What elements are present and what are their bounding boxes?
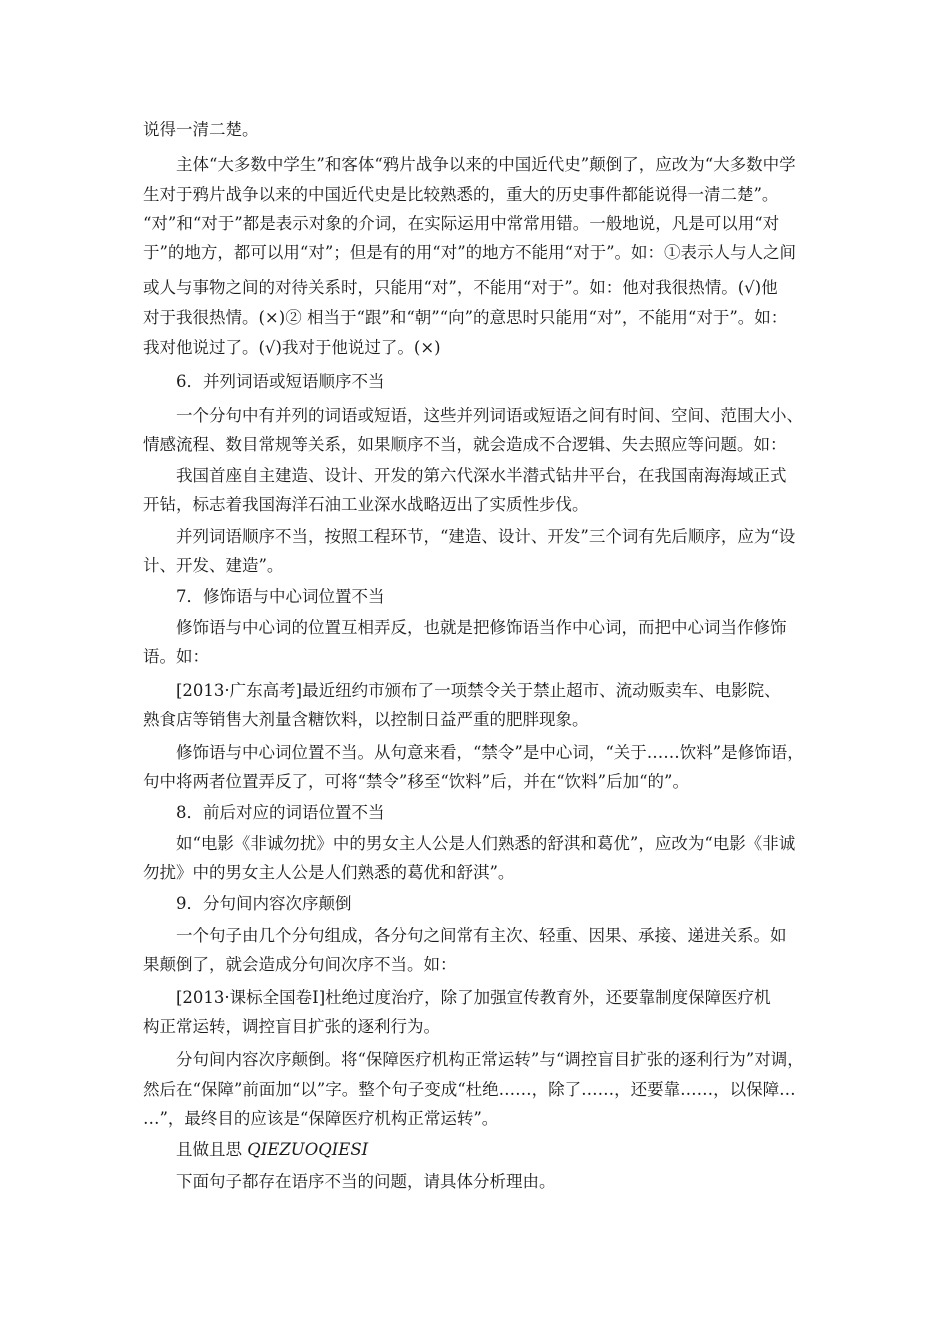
paragraph-line: 修饰语与中心词位置不当。从句意来看，“禁令”是中心词，“关于……饮料”是修饰语， — [176, 743, 804, 762]
example-line: [2013·课标全国卷Ⅰ]杜绝过度治疗，除了加强宣传教育外，还要靠制度保障医疗机 — [176, 988, 771, 1007]
example-line: 熟食店等销售大剂量含糖饮料，以控制日益严重的肥胖现象。 — [143, 710, 589, 729]
paragraph-line: 句中将两者位置弄反了，可将“禁令”移至“饮料”后，并在“饮料”后加“的”。 — [143, 772, 689, 791]
paragraph-line: 主体“大多数中学生”和客体“鸦片战争以来的中国近代史”颠倒了，应改为“大多数中学 — [176, 155, 796, 174]
paragraph-line: 生对于鸦片战争以来的中国近代史是比较熟悉的，重大的历史事件都能说得一清二楚”。 — [143, 185, 779, 204]
paragraph-line: …”，最终目的应该是“保障医疗机构正常运转”。 — [143, 1109, 499, 1128]
example-line: 构正常运转，调控盲目扩张的逐利行为。 — [143, 1017, 440, 1036]
paragraph-line: 勿扰》中的男女主人公是人们熟悉的葛优和舒淇”。 — [143, 863, 515, 882]
section-heading: 9．分句间内容次序颠倒 — [176, 894, 352, 913]
paragraph-line: 语。如： — [143, 647, 209, 666]
paragraph-line: 下面句子都存在语序不当的问题，请具体分析理由。 — [176, 1172, 556, 1191]
paragraph-line: 一个分句中有并列的词语或短语，这些并列词语或短语之间有时间、空间、范围大小、 — [176, 406, 803, 425]
paragraph-line: 情感流程、数目常规等关系，如果顺序不当，就会造成不合逻辑、失去照应等问题。如： — [143, 435, 787, 454]
paragraph-line: 说得一清二楚。 — [143, 120, 259, 139]
paragraph-line: 我对他说过了。(√)我对于他说过了。(×) — [143, 338, 441, 357]
paragraph-line: 计、开发、建造”。 — [143, 556, 284, 575]
paragraph-line: 分句间内容次序颠倒。将“保障医疗机构正常运转”与“调控盲目扩张的逐利行为”对调， — [176, 1050, 804, 1069]
paragraph-line: 然后在“保障”前面加“以”字。整个句子变成“杜绝……，除了……，还要靠……，以保障… — [143, 1080, 796, 1099]
section-heading: 7．修饰语与中心词位置不当 — [176, 587, 385, 606]
paragraph-line: 如“电影《非诚勿扰》中的男女主人公是人们熟悉的舒淇和葛优”，应改为“电影《非诚 — [176, 834, 796, 853]
practice-heading — [176, 1140, 368, 1160]
practice-heading-pinyin: QIEZUOQIESI — [247, 1140, 369, 1159]
paragraph-line: 于”的地方，都可以用“对”；但是有的用“对”的地方不能用“对于”。如：①表示人与人之间 — [143, 243, 797, 262]
paragraph-line: “对”和“对于”都是表示对象的介词，在实际运用中常常用错。一般地说，凡是可以用“对 — [143, 214, 780, 233]
practice-heading-text: 且做且思 — [176, 1140, 242, 1159]
example-line: 开钻，标志着我国海洋石油工业深水战略迈出了实质性步伐。 — [143, 495, 589, 514]
example-line: 我国首座自主建造、设计、开发的第六代深水半潜式钻井平台，在我国南海海域正式 — [176, 466, 787, 485]
section-heading: 6．并列词语或短语顺序不当 — [176, 372, 385, 391]
section-heading: 8．前后对应的词语位置不当 — [176, 803, 385, 822]
example-line: [2013·广东高考]最近纽约市颁布了一项禁令关于禁止超市、流动贩卖车、电影院、 — [176, 681, 781, 700]
paragraph-line: 一个句子由几个分句组成，各分句之间常有主次、轻重、因果、承接、递进关系。如 — [176, 926, 787, 945]
paragraph-line: 果颠倒了，就会造成分句间次序不当。如： — [143, 955, 457, 974]
paragraph-line: 修饰语与中心词的位置互相弄反，也就是把修饰语当作中心词，而把中心词当作修饰 — [176, 618, 787, 637]
paragraph-line: 或人与事物之间的对待关系时，只能用“对”，不能用“对于”。如：他对我很热情。(√)他 — [143, 278, 778, 297]
paragraph-line: 对于我很热情。(×)② 相当于“跟”和“朝”“向”的意思时只能用“对”，不能用“对于”。如： — [143, 308, 788, 327]
paragraph-line: 并列词语顺序不当，按照工程环节，“建造、设计、开发”三个词有先后顺序，应为“设 — [176, 527, 796, 546]
